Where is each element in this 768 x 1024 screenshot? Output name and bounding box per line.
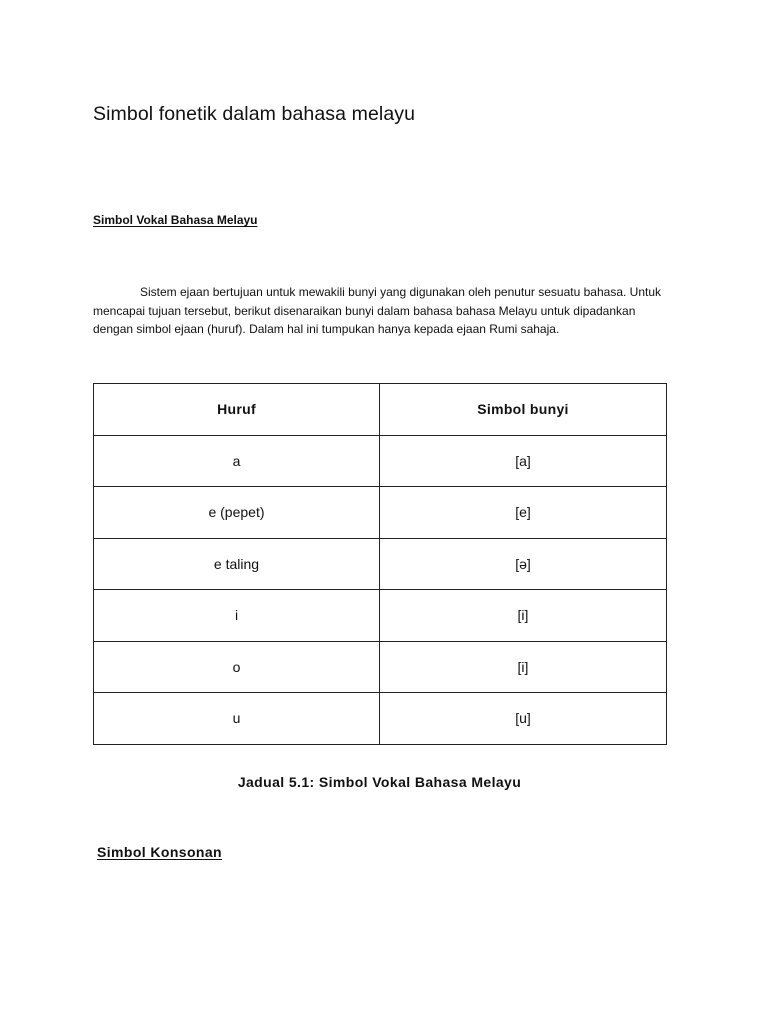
table-header-huruf: Huruf bbox=[94, 384, 380, 436]
intro-paragraph-text: Sistem ejaan bertujuan untuk mewakili bunyi yang digunakan oleh penutur sesuatu bahasa. Untuk mencapai tujuan tersebut, berikut disenaraikan bunyi dalam bahasa bahasa Melayu untuk dipadankan dengan simbol ejaan (huruf). Dalam hal ini tumpukan hanya kepada ejaan Rumi sahaja. bbox=[93, 285, 662, 336]
table-row bbox=[94, 487, 667, 539]
page-title: Simbol fonetik dalam bahasa melayu bbox=[93, 103, 416, 125]
section-heading-konsonan: Simbol Konsonan bbox=[97, 844, 222, 860]
intro-paragraph bbox=[93, 283, 673, 339]
table-caption: Jadual 5.1: Simbol Vokal Bahasa Melayu bbox=[237, 774, 522, 790]
table-cell-simbol: [ə] bbox=[380, 538, 667, 590]
table-cell-huruf: e (pepet) bbox=[94, 487, 380, 539]
table-cell-simbol: [i] bbox=[380, 590, 667, 642]
table-row bbox=[94, 590, 667, 642]
table-row bbox=[94, 538, 667, 590]
table-cell-huruf: u bbox=[94, 693, 380, 745]
table-cell-huruf: e taling bbox=[94, 538, 380, 590]
table-cell-huruf: i bbox=[94, 590, 380, 642]
vowel-symbol-table bbox=[93, 383, 667, 745]
table-cell-huruf: o bbox=[94, 641, 380, 693]
table-row bbox=[94, 693, 667, 745]
section-heading-vokal: Simbol Vokal Bahasa Melayu bbox=[93, 213, 258, 227]
table-header-simbol-bunyi: Simbol bunyi bbox=[380, 384, 667, 436]
table-cell-simbol: [i] bbox=[380, 641, 667, 693]
table-row bbox=[94, 641, 667, 693]
table-cell-simbol: [e] bbox=[380, 487, 667, 539]
table-cell-simbol: [u] bbox=[380, 693, 667, 745]
table-cell-simbol: [a] bbox=[380, 435, 667, 487]
table-row bbox=[94, 435, 667, 487]
table-cell-huruf: a bbox=[94, 435, 380, 487]
table-header-row bbox=[94, 384, 667, 436]
